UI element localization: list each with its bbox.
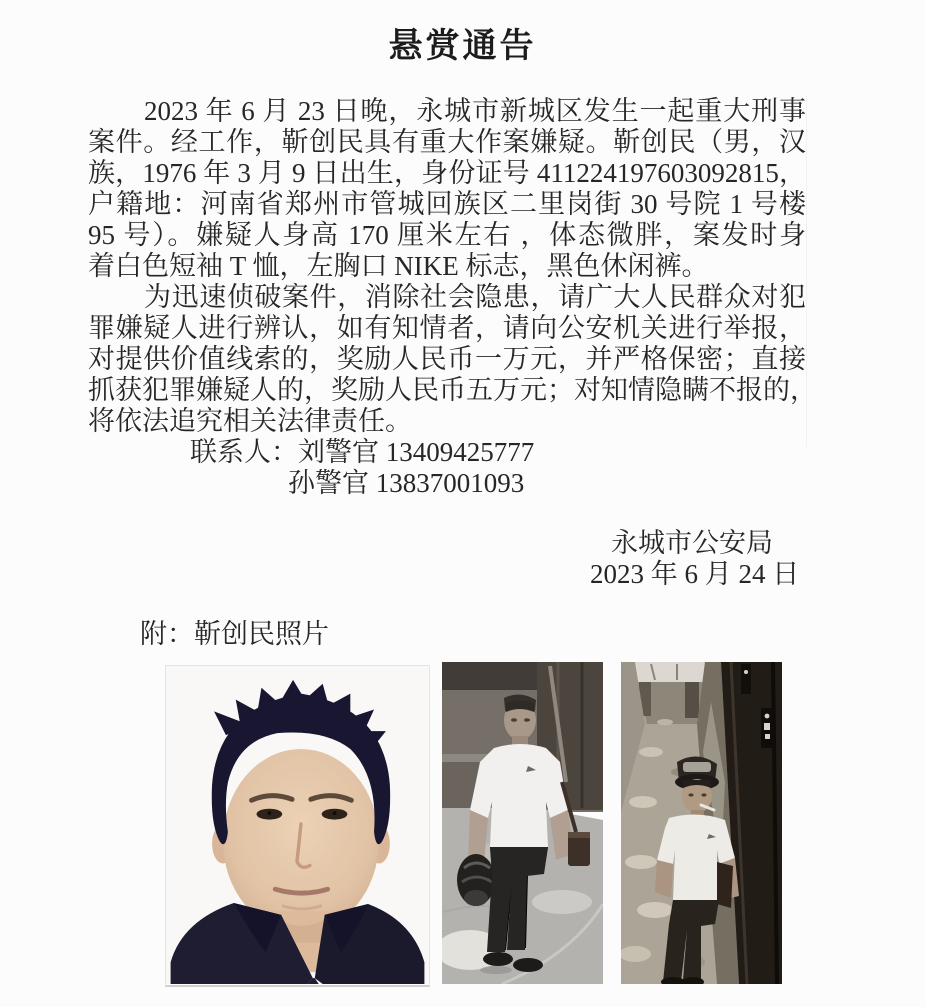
paragraph1-line: 着白色短袖 T 恤，左胸口 NIKE 标志，黑色休闲裤。 — [88, 251, 709, 281]
suspect-cctv-corridor-image — [621, 662, 782, 984]
document-title: 悬赏通告 — [388, 28, 537, 65]
paragraph1-line: 2023 年 6 月 23 日晚，永城市新城区发生一起重大刑事 — [144, 96, 806, 126]
contact-line-officer-liu: 联系人：刘警官 13409425777 — [190, 437, 535, 467]
suspect-id-portrait-photo — [165, 665, 430, 987]
paragraph2-line: 抓获犯罪嫌疑人的，奖励人民币五万元；对知情隐瞒不报的， — [88, 375, 817, 405]
attachment-label: 附：靳创民照片 — [140, 619, 329, 649]
document-body — [88, 96, 817, 650]
suspect-cctv-lobby-photo — [442, 662, 603, 984]
suspect-cctv-lobby-image — [442, 662, 603, 984]
suspect-id-portrait-image — [166, 666, 429, 984]
contact-line-officer-sun: 孙警官 13837001093 — [288, 468, 525, 498]
signature-agency: 永城市公安局 — [611, 528, 773, 558]
paragraph1-line: 户籍地：河南省郑州市管城回族区二里岗街 30 号院 1 号楼 — [88, 189, 806, 219]
paragraph2-line: 将依法追究相关法律责任。 — [88, 406, 412, 436]
paragraph1-line: 95 号）。嫌疑人身高 170 厘米左右 ，体态微胖，案发时身 — [88, 220, 806, 250]
signature-date: 2023 年 6 月 24 日 — [590, 559, 800, 589]
suspect-cctv-corridor-photo — [621, 662, 782, 984]
paragraph2-line: 为迅速侦破案件，消除社会隐患，请广大人民群众对犯 — [144, 282, 806, 312]
scan-crease-line — [806, 95, 807, 447]
paragraph1-line: 族，1976 年 3 月 9 日出生，身份证号 411224197603092815， — [88, 158, 806, 188]
paragraph2-line: 罪嫌疑人进行辨认，如有知情者，请向公安机关进行举报， — [88, 313, 806, 343]
paragraph2-line: 对提供价值线索的，奖励人民币一万元，并严格保密；直接 — [88, 344, 806, 374]
paragraph1-line: 案件。经工作，靳创民具有重大作案嫌疑。靳创民（男，汉 — [88, 127, 806, 157]
